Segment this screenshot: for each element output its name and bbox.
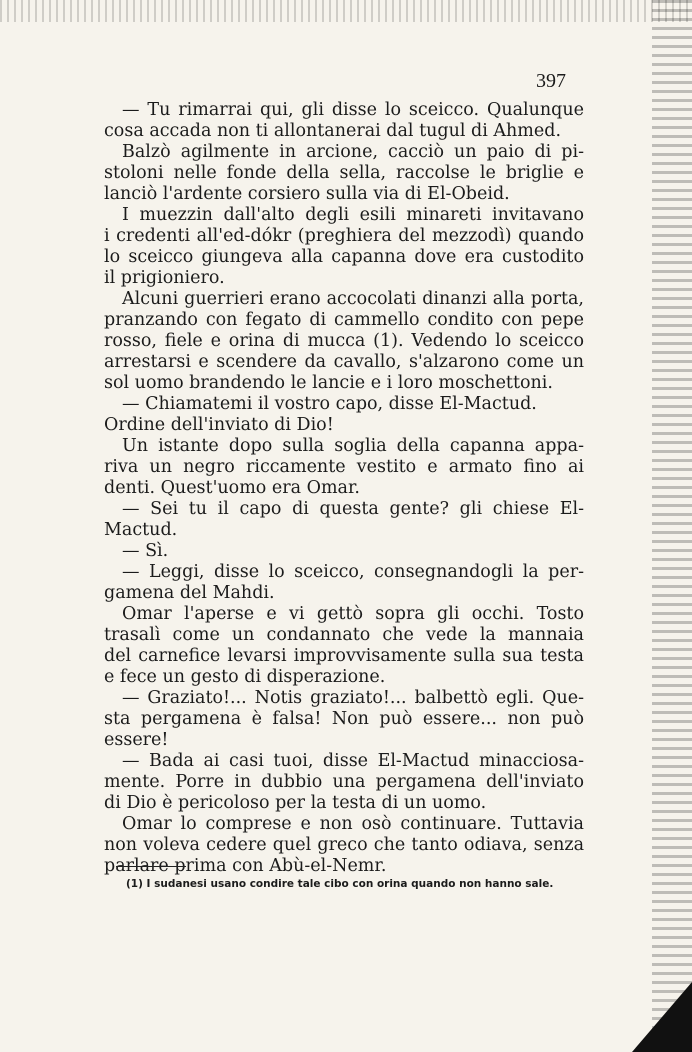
text-line: denti. Quest'uomo era Omar.: [104, 478, 360, 498]
text-line: — Tu rimarrai qui, gli disse lo sceicco. Qualunque: [122, 100, 584, 120]
text-line: rosso, fiele e orina di mucca (1). Vedendo lo sceicco: [104, 331, 584, 351]
text-line: i credenti all'ed-dókr (preghiera del mezzodì) quando: [104, 226, 584, 246]
text-line: stoloni nelle fonde della sella, raccolse le briglie e: [104, 163, 584, 183]
text-line: — Graziato!... Notis graziato!... balbettò egli. Que-: [122, 688, 584, 708]
text-line: lo sceicco giungeva alla capanna dove era custodito: [104, 247, 584, 267]
text-line: del carnefice levarsi improvvisamente sulla sua testa: [104, 646, 584, 666]
text-line: Omar lo comprese e non osò continuare. Tuttavia: [122, 814, 584, 834]
text-line: Ordine dell'inviato di Dio!: [104, 415, 334, 435]
scan-corner-shadow: [632, 982, 692, 1052]
text-line: — Sei tu il capo di questa gente? gli chiese El-: [122, 499, 584, 519]
text-line: Mactud.: [104, 520, 178, 540]
text-line: — Sì.: [122, 541, 169, 561]
text-line: Balzò agilmente in arcione, cacciò un paio di pi-: [122, 142, 584, 162]
text-line: pranzando con fegato di cammello condito con pepe: [104, 310, 584, 330]
text-line: sol uomo brandendo le lancie e i loro moschettoni.: [104, 373, 553, 393]
scan-edge-top: [0, 0, 692, 22]
text-line: trasalì come un condannato che vede la mannaia: [104, 625, 584, 645]
scan-edge-right: [652, 0, 692, 1052]
text-line: cosa accada non ti allontanerai dal tugul di Ahmed.: [104, 121, 562, 141]
text-line: — Bada ai casi tuoi, disse El-Mactud minacciosa-: [122, 751, 584, 771]
text-line: Omar l'aperse e vi gettò sopra gli occhi. Tosto: [122, 604, 584, 624]
text-line: gamena del Mahdi.: [104, 583, 275, 603]
footnote: (1) I sudanesi usano condire tale cibo con orina quando non hanno sale.: [126, 878, 554, 890]
page-number: 397: [536, 70, 566, 92]
footnote-rule: [116, 866, 186, 867]
text-line: e fece un gesto di disperazione.: [104, 667, 386, 687]
text-line: Alcuni guerrieri erano accocolati dinanzi alla porta,: [122, 289, 584, 309]
body-text: [104, 100, 584, 877]
text-line: arrestarsi e scendere da cavallo, s'alzarono come un: [104, 352, 584, 372]
text-line: I muezzin dall'alto degli esili minareti invitavano: [122, 205, 584, 225]
text-line: non voleva cedere quel greco che tanto odiava, senza: [104, 835, 584, 855]
text-line: — Leggi, disse lo sceicco, consegnandogli la per-: [122, 562, 584, 582]
text-line: lanciò l'ardente corsiero sulla via di El-Obeid.: [104, 184, 510, 204]
text-line: Un istante dopo sulla soglia della capanna appa-: [122, 436, 584, 456]
text-line: riva un negro riccamente vestito e armato fino ai: [104, 457, 584, 477]
text-line: essere!: [104, 730, 169, 750]
text-line: sta pergamena è falsa! Non può essere... non può: [104, 709, 584, 729]
text-line: di Dio è pericoloso per la testa di un uomo.: [104, 793, 487, 813]
text-line: parlare prima con Abù-el-Nemr.: [104, 856, 387, 876]
text-line: mente. Porre in dubbio una pergamena dell'inviato: [104, 772, 584, 792]
text-line: il prigioniero.: [104, 268, 225, 288]
text-line: — Chiamatemi il vostro capo, disse El-Mactud.: [122, 394, 537, 414]
